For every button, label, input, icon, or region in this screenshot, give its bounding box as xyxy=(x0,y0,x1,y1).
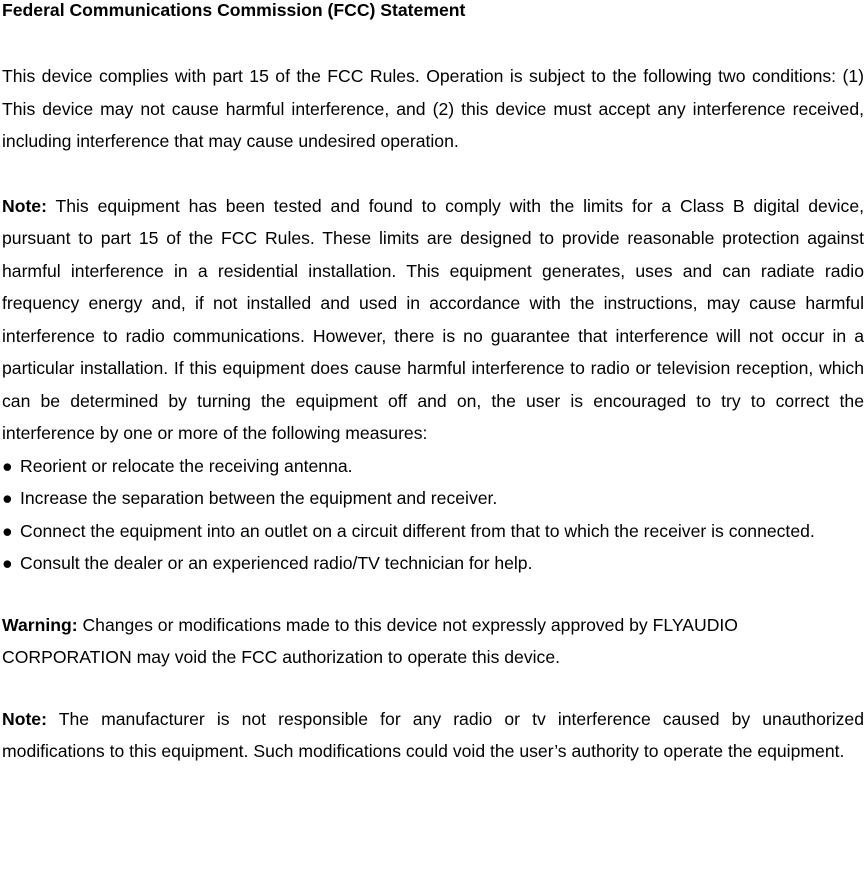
measure-text: Connect the equipment into an outlet on a circuit different from that to which the receiver is connected. xyxy=(20,520,815,541)
warning-paragraph xyxy=(2,609,864,674)
list-item xyxy=(2,482,864,515)
note-paragraph-2 xyxy=(2,703,864,768)
note-paragraph xyxy=(2,190,864,450)
list-item xyxy=(2,450,864,483)
note-label: Note: xyxy=(2,195,47,216)
bullet-icon: ● xyxy=(2,553,13,573)
note-text-2: The manufacturer is not responsible for any radio or tv interference caused by unauthorized modifications to this equipment. Such modifications could void the user’s authority to operate the equipment. xyxy=(2,708,864,761)
bullet-icon: ● xyxy=(2,520,13,541)
measure-text: Consult the dealer or an experienced radio/TV technician for help. xyxy=(20,553,533,573)
fcc-statement-document xyxy=(2,0,864,768)
note-label-2: Note: xyxy=(2,708,47,729)
warning-text: Changes or modifications made to this device not expressly approved by FLYAUDIO CORPORATION may void the FCC authorization to operate this device. xyxy=(2,614,738,667)
warning-label: Warning: xyxy=(2,614,78,635)
note-text: This equipment has been tested and found to comply with the limits for a Class B digital device, pursuant to part 15 of the FCC Rules. These limits are designed to provide reasonable protection against harmful interference in a residential installation. This equipment generates, uses and can radiate radio frequency energy and, if not installed and used in accordance with the instructions, may cause harmful interference to radio communications. However, there is no guarantee that interference will not occur in a particular installation. If this equipment does cause harmful interference to radio or television reception, which can be determined by turning the equipment off and on, the user is encouraged to try to correct the interference by one or more of the following measures: xyxy=(2,195,864,443)
document-title: Federal Communications Commission (FCC) Statement xyxy=(2,0,466,20)
list-item xyxy=(2,547,864,580)
measure-text: Increase the separation between the equipment and receiver. xyxy=(20,488,498,508)
list-item xyxy=(2,515,864,548)
bullet-icon: ● xyxy=(2,488,13,508)
measure-text: Reorient or relocate the receiving antenna. xyxy=(20,455,353,476)
intro-paragraph: This device complies with part 15 of the FCC Rules. Operation is subject to the following two conditions: (1) This device may not cause harmful interference, and (2) this device must accept any interference received, including interference that may cause undesired operation. xyxy=(2,66,864,151)
measures-list xyxy=(2,450,864,580)
bullet-icon: ● xyxy=(2,455,13,476)
